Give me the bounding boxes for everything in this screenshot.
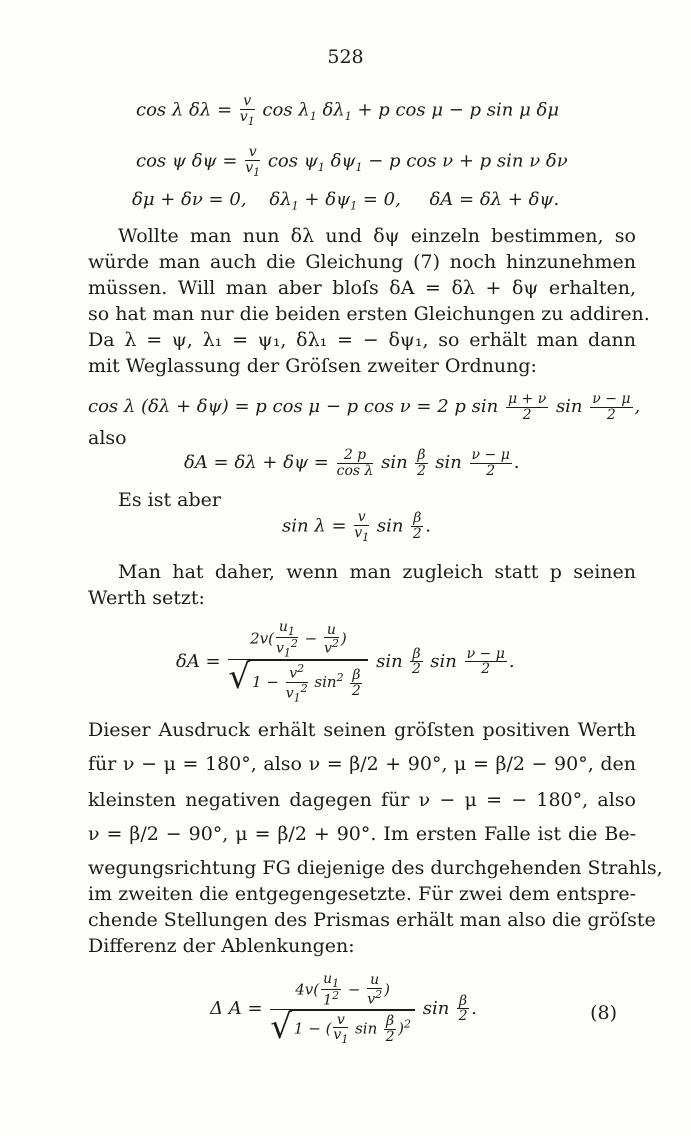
equation-6: sin λ = $\frac{v}{v_1}$ sin $\frac{\beta}{2}$ . — [282, 509, 432, 544]
paragraph-1-line-5: Da λ = ψ, λ₁ = ψ₁, δλ₁ = − δψ₁, so erhält man dann — [88, 329, 636, 351]
paragraph-1-line-6: mit Weglassung der Gröſsen zweiter Ordnung: — [88, 355, 537, 377]
page-number: 528 — [327, 46, 364, 68]
equation-number: (8) — [590, 1002, 617, 1024]
paragraph-1-line-3: müssen. Will man aber bloſs δA = δλ + δψ erhalten, — [88, 277, 636, 299]
equation-4: cos λ (δλ + δψ) = p cos μ − p cos ν = 2 p sin $\frac{\mu + \nu}{2}$ sin $\frac{\nu - \mu}{2}$ , — [88, 391, 641, 423]
es-ist-aber: Es ist aber — [118, 489, 221, 511]
paragraph-3-line-5: wegungsrichtung FG diejenige des durchgehenden Strahls, — [88, 857, 663, 879]
paragraph-1-line-2: würde man auch die Gleichung (7) noch hinzunehmen — [88, 251, 636, 273]
paragraph-1-line-1: Wollte man nun δλ und δψ einzeln bestimmen, so — [118, 225, 636, 247]
equation-8: Δ A = 4v( $\frac{u_1}{1^2}$ − $\frac{u}{v^2}$ ) √ 1 − ( $\frac{v}{v_1}$ sin $\frac{\beta}{2}$ )$^2$ sin $\frac{\beta}{2}$ . — [210, 971, 477, 1047]
paragraph-3-line-3: kleinsten negativen dagegen für ν − μ = − 180°, also — [88, 789, 636, 811]
equation-2: cos ψ δψ = $\frac{v}{v_1}$ $\cos \psi_1$ $\delta\psi_1 - p$ cos ν + p sin ν δν — [136, 144, 568, 179]
paragraph-3-line-6: im zweiten die entgegengesetzte. Für zwei dem entspre- — [88, 883, 636, 905]
paragraph-1-line-4: so hat man nur die beiden ersten Gleichungen zu addiren. — [88, 303, 650, 325]
also-label-1: also — [88, 427, 127, 449]
paragraph-3-line-1: Dieser Ausdruck erhält seinen gröſsten positiven Werth — [88, 719, 636, 741]
paragraph-3-line-2: für ν − μ = 180°, also ν = β/2 + 90°, μ = β/2 − 90°, den — [88, 753, 636, 775]
paragraph-3-line-4: ν = β/2 − 90°, μ = β/2 + 90°. Im ersten Falle ist die Be- — [88, 823, 636, 845]
equation-1: cos λ δλ = $\frac{v}{v_1}$ $\cos \lambda_1$ $\delta\lambda_1 + p$ cos μ − p sin μ δμ — [136, 93, 560, 128]
paragraph-3-line-8: Differenz der Ablenkungen: — [88, 935, 355, 957]
paragraph-3-line-7: chende Stellungen des Prismas erhält man also die gröſste — [88, 909, 656, 931]
paragraph-2-line-1: Man hat daher, wenn man zugleich statt p seinen — [118, 561, 636, 583]
equation-5: δA = δλ + δψ = $\frac{2 p}{\text{cos λ}}$ sin $\frac{\beta}{2}$ sin $\frac{\nu - \mu}{2}$ . — [184, 447, 520, 479]
equation-3: δμ + δν = 0, $\delta\lambda_1 + \delta\psi_1 = 0$, δA = δλ + δψ. — [132, 189, 560, 213]
equation-7: δA = 2v( $\frac{u_1}{v_1^2}$ − $\frac{u}{v^2}$ ) √ 1 − $\frac{v^2}{v_1^2}$ $\sin^2$ $\frac{\beta}{2}$ sin $\frac{\beta}{2}$ sin $\frac{\nu - \mu}{2}$ . — [176, 619, 515, 705]
paragraph-2-line-2: Werth setzt: — [88, 587, 205, 609]
